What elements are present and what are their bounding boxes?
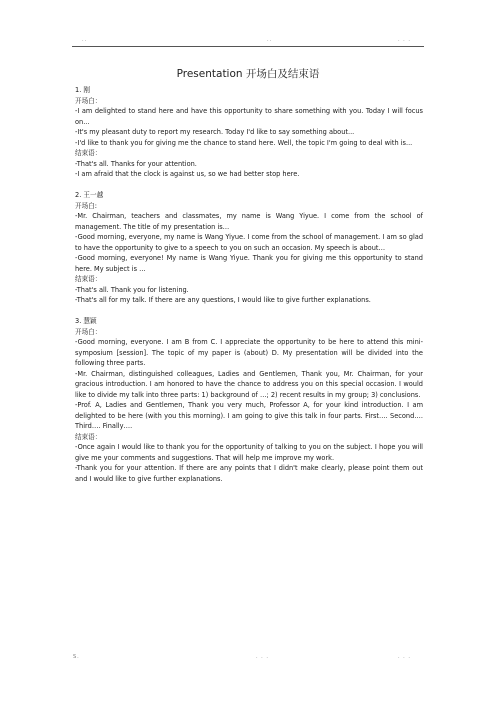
footer-right: . . . [398, 654, 411, 660]
footer-left: S. [73, 654, 80, 660]
header-right: . . . [398, 37, 411, 43]
paragraph: -That's all for my talk. If there are any questions, I would like to give further explanations. [75, 296, 371, 304]
header-left: .. [82, 37, 88, 43]
paragraph: -I'd like to thank you for giving me the chance to stand here. Well, the topic I'm going to deal with is... [75, 138, 413, 147]
opening-label: 开场白： [75, 96, 102, 105]
paragraph: -Mr. Chairman, teachers and classmates, my name is Wang Yiyue. I come from the school of management. The title of my presentation is… [75, 212, 423, 231]
paragraph: -Prof. A, Ladies and Gentlemen, Thank you very much, Professor A, for your kind introduction. I am delighted to be here (with you this morning). I am going to give this talk in four parts. First…. Second…. Third…. Finally…. [75, 401, 423, 430]
header-divider [72, 46, 424, 47]
paragraph: -Good morning, everyone. I am B from C. I appreciate the opportunity to be here to attend this mini-symposium [session]. The topic of my paper is (about) D. My presentation will be divided into the following three parts. [75, 338, 423, 367]
section-heading: 3. 慧颖 [75, 317, 97, 325]
opening-label: 开场白： [75, 327, 102, 336]
paragraph: -Good morning, everyone, my name is Wang Yiyue. I come from the school of management. I am so glad to have the opportunity to give to a speech to you on such an occasion. My speech is about… [75, 233, 423, 252]
footer-center: . . . [256, 654, 269, 660]
document-title: Presentation 开场白及结束语 [176, 68, 320, 80]
closing-label: 结束语： [75, 275, 102, 283]
header-center: .. [267, 37, 273, 43]
paragraph: -Good morning, everyone! My name is Wang Yiyue. Thank you for giving me this opportunity to stand here. My subject is … [75, 254, 423, 273]
paragraph: -It's my pleasant duty to report my research. Today I'd like to say something about... [75, 128, 355, 136]
paragraph: -I am afraid that the clock is against us, so we had better stop here. [75, 170, 300, 178]
paragraph: -Mr. Chairman, distinguished colleagues, Ladies and Gentlemen, Thank you, Mr. Chairman, for your gracious introduction. I am honored to have the chance to address you on this special occasion. I would like to divide my talk into three parts: 1) background of …; 2) recent results in my group; 3) conclusions. [75, 369, 423, 399]
opening-label: 开场白: [75, 201, 98, 210]
paragraph: -That's all. Thank you for listening. [75, 285, 189, 294]
paragraph: -Once again I would like to thank you for the opportunity of talking to you on the subject. I hope you will give me your comments and suggestions. That will help me improve my work. [75, 443, 423, 462]
closing-label: 结束语： [75, 149, 102, 157]
section-heading: 1. 刚 [75, 86, 90, 94]
closing-label: 结束语： [75, 432, 102, 441]
paragraph: -Thank you for your attention. If there are any points that I didn't make clearly, please point them out and I would like to give further explanations. [75, 464, 423, 483]
paragraph: -I am delighted to stand here and have this opportunity to share something with you. Today I will focus on... [75, 107, 423, 126]
paragraph: -That's all. Thanks for your attention. [75, 159, 197, 168]
document-body [75, 85, 423, 484]
section-heading: 2. 王一越 [75, 191, 104, 199]
